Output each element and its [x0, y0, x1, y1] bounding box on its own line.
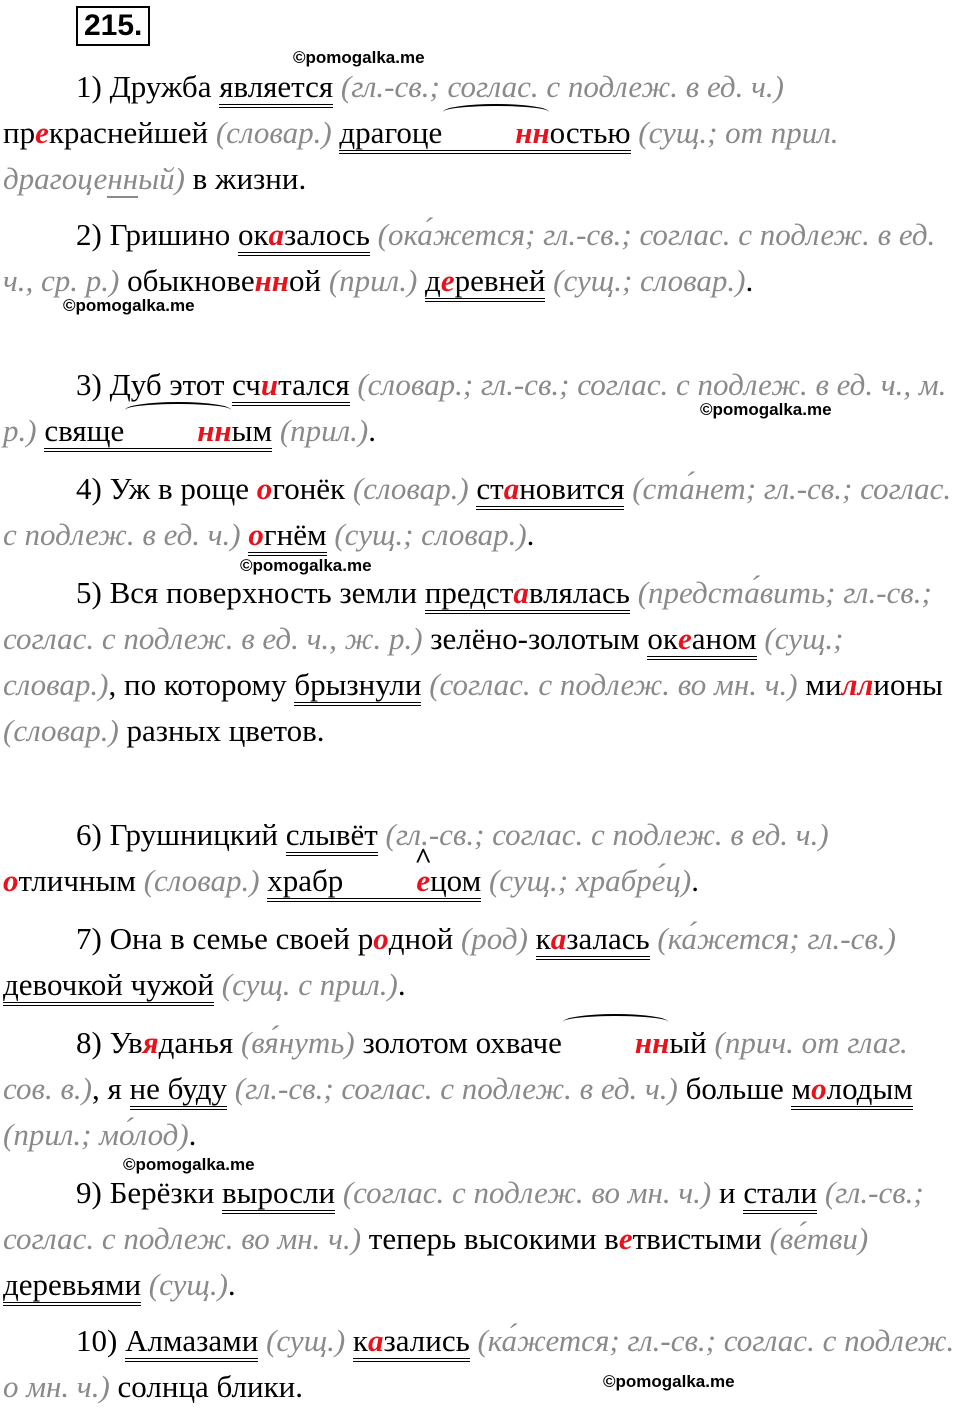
predicate	[353, 1323, 470, 1362]
text: цом	[430, 863, 482, 898]
comment: (сущ.; словар.)	[3, 621, 844, 702]
sentence-number: 5)	[76, 575, 110, 610]
text: Дуб этот	[109, 367, 233, 402]
text: ым	[231, 413, 273, 448]
highlight-letter: я	[142, 1025, 159, 1060]
comment: (гл.-св.; соглас. с подлеж. во мн. ч.)	[3, 1175, 924, 1256]
sentence-2	[3, 212, 958, 304]
text: тался	[278, 367, 350, 402]
predicate-adjective	[44, 413, 272, 452]
exercise-number: 215.	[76, 6, 150, 46]
text: ой	[289, 263, 322, 298]
text: Уж в роще	[109, 471, 257, 506]
text: Вся поверхность земли	[109, 575, 425, 610]
comment: (сущ. с прил.)	[214, 967, 398, 1002]
text: .	[745, 263, 754, 298]
comment: (сущ.; словар.)	[545, 263, 746, 298]
comment: (словар.)	[3, 713, 127, 748]
watermark: ©pomogalka.me	[240, 556, 372, 575]
text: гнём	[263, 517, 327, 552]
text: золотом охваче	[362, 1025, 562, 1060]
text: ревней	[454, 263, 546, 298]
watermark: ©pomogalka.me	[700, 400, 832, 419]
predicate-noun	[425, 263, 545, 302]
text: данья	[158, 1025, 234, 1060]
comment: (соглас. с подлеж. во мн. ч.)	[421, 667, 806, 702]
sentence-9	[3, 1170, 958, 1308]
text: обыкнове	[127, 263, 255, 298]
sentence-5	[3, 570, 958, 754]
watermark: ©pomogalka.me	[603, 1372, 735, 1391]
sentence-number: 9)	[76, 1175, 110, 1210]
highlight-letter: ^ е	[343, 858, 430, 904]
predicate: стали	[743, 1175, 817, 1214]
comment: (словар.)	[135, 863, 268, 898]
sentence-10	[3, 1318, 958, 1410]
marked-letters: нн	[107, 161, 139, 196]
predicate-noun: девочкой чужой	[3, 967, 214, 1006]
predicate-adjective	[791, 1071, 912, 1110]
text: Гришино	[109, 217, 238, 252]
comment: (соглас. с подлеж. во мн. ч.)	[335, 1175, 719, 1210]
text: солнца блики.	[117, 1369, 304, 1404]
highlight-letter: о	[3, 863, 19, 898]
highlight-letter: е	[440, 263, 455, 298]
highlight-letter: о	[248, 517, 264, 552]
text: .	[397, 967, 406, 1002]
text: твистыми	[632, 1221, 762, 1256]
text: сч	[232, 367, 261, 402]
predicate: выросли	[222, 1175, 335, 1214]
text: ст	[476, 471, 504, 506]
text: драгоце	[339, 115, 443, 150]
comment: (прил.; мо́лод)	[3, 1117, 189, 1152]
highlight-letter: е	[35, 115, 49, 150]
comment: (ста́нет; гл.-св.; соглас. с подлеж. в ед. ч.)	[3, 471, 952, 552]
highlight-letter: а	[550, 921, 567, 956]
text: ок	[647, 621, 678, 656]
text: теперь высокими в	[368, 1221, 619, 1256]
sentence-number: 8)	[76, 1025, 110, 1060]
comment: (сущ.; словар.)	[326, 517, 527, 552]
text: новится	[519, 471, 625, 506]
text: Ув	[109, 1025, 143, 1060]
comment: (гл.-св.; соглас. с подлеж. в ед. ч.)	[333, 69, 784, 104]
comment: (прич. от глаг. сов. в.)	[3, 1025, 908, 1106]
text: ми	[805, 667, 842, 702]
highlight-letter: а	[268, 217, 284, 252]
predicate: брызнули	[294, 667, 421, 706]
comment: (гл.-св.; соглас. с подлеж. в ед. ч.)	[227, 1071, 686, 1106]
predicate-noun: деревьями	[3, 1267, 141, 1306]
sentence-7	[3, 916, 958, 1008]
text: Дружба	[109, 69, 220, 104]
sentence-number: 4)	[76, 471, 110, 506]
sentence-number: 10)	[76, 1323, 126, 1358]
predicate	[238, 217, 370, 256]
text: дной	[388, 921, 454, 956]
highlight-letter: и	[260, 367, 279, 402]
text: , я	[91, 1071, 130, 1106]
predicate-noun	[339, 115, 630, 154]
sentence-number: 6)	[76, 817, 110, 852]
text: .	[526, 517, 535, 552]
comment: (сущ.)	[141, 1267, 228, 1302]
predicate	[476, 471, 624, 510]
sentence-number: 1)	[76, 69, 110, 104]
predicate: является	[219, 69, 333, 108]
highlight-letter: о	[256, 471, 273, 506]
highlight-letter: о	[373, 921, 389, 956]
highlight-letter: е	[618, 1221, 633, 1256]
predicate	[536, 921, 650, 960]
comment: (сущ.; храбре́ц)	[481, 863, 692, 898]
highlight-letter: нн	[254, 263, 290, 298]
text: свяще	[44, 413, 125, 448]
comment: (предста́вить; гл.-св.; соглас. с подлеж. в ед. ч., ж. р.)	[3, 575, 932, 656]
text: .	[691, 863, 699, 898]
sentence-number: 3)	[76, 367, 110, 402]
text: , по которому	[108, 667, 295, 702]
text: .	[227, 1267, 236, 1302]
text: тличным	[18, 863, 136, 898]
text: лодым	[826, 1071, 913, 1106]
text: .	[188, 1117, 197, 1152]
sentence-8	[3, 1020, 958, 1158]
text: храбр	[267, 863, 344, 898]
text: залась	[566, 921, 650, 956]
comment: (вя́нуть)	[233, 1025, 363, 1060]
comment: (ве́тви)	[761, 1221, 869, 1256]
watermark: ©pomogalka.me	[123, 1155, 255, 1174]
comment: (сущ.)	[258, 1323, 353, 1358]
text: предст	[424, 575, 514, 610]
text: и	[718, 1175, 744, 1210]
comment: (ока́жется; гл.-св.; соглас. с подлеж. в ед. ч., ср. р.)	[3, 217, 936, 298]
text: аном	[691, 621, 757, 656]
text: .	[368, 413, 377, 448]
text: пр	[3, 115, 36, 150]
watermark: ©pomogalka.me	[293, 48, 425, 67]
predicate-noun	[647, 621, 756, 660]
text: Грушницкий	[109, 817, 286, 852]
highlight-letter: а	[367, 1323, 384, 1358]
text: залось	[284, 217, 370, 252]
sentence-4	[3, 466, 958, 558]
sentence-number: 7)	[76, 921, 110, 956]
highlight-letter: а	[503, 471, 520, 506]
predicate-noun: Алмазами	[125, 1323, 258, 1362]
sentence-1	[3, 64, 958, 202]
text: зались	[383, 1323, 470, 1358]
watermark: ©pomogalka.me	[63, 296, 195, 315]
text: зелёно-золотым	[430, 621, 648, 656]
highlight-letter: нн	[562, 1020, 669, 1066]
text: д	[425, 263, 441, 298]
highlight-letter: нн	[124, 408, 231, 454]
text: ок	[237, 217, 269, 252]
predicate	[232, 367, 349, 406]
sentence-number: 2)	[76, 217, 110, 252]
predicate-noun	[248, 517, 326, 556]
predicate	[425, 575, 630, 614]
comment: (словар.)	[208, 115, 340, 150]
highlight-letter: лл	[841, 667, 874, 702]
text: гонёк	[272, 471, 346, 506]
text: в жизни.	[184, 161, 307, 196]
text: к	[535, 921, 551, 956]
highlight-letter: о	[811, 1071, 827, 1106]
text: краснейшей	[48, 115, 209, 150]
text: к	[352, 1323, 368, 1358]
highlight-letter: е	[677, 621, 692, 656]
comment: (ка́жется; гл.-св.)	[649, 921, 896, 956]
predicate: не буду	[130, 1071, 228, 1110]
text: влялась	[528, 575, 630, 610]
sentence-6	[3, 812, 958, 904]
text: ый	[669, 1025, 707, 1060]
comment: (прил.)	[272, 413, 369, 448]
text: (сущ.; от прил. драгоце	[3, 115, 839, 196]
predicate: слывёт	[286, 817, 378, 856]
text: ый)	[138, 161, 185, 196]
comment: (словар.; гл.-св.; соглас. с подлеж. в ед. ч., м. р.)	[3, 367, 947, 448]
text: больше	[685, 1071, 792, 1106]
text: Она в семье своей р	[109, 921, 374, 956]
highlight-letter: нн	[442, 110, 549, 156]
predicate-noun	[267, 863, 481, 902]
text: разных цветов.	[126, 713, 325, 748]
comment: (гл.-св.; соглас. с подлеж. в ед. ч.)	[377, 817, 829, 852]
text: Берёзки	[109, 1175, 223, 1210]
comment: (род)	[453, 921, 536, 956]
highlight-letter: а	[513, 575, 529, 610]
comment: (ка́жется; гл.-св.; соглас. с подлеж. о мн. ч.)	[3, 1323, 955, 1404]
comment: (прил.)	[321, 263, 426, 298]
text: остью	[549, 115, 631, 150]
text: ионы	[873, 667, 943, 702]
text: м	[791, 1071, 812, 1106]
comment: (словар.)	[345, 471, 477, 506]
